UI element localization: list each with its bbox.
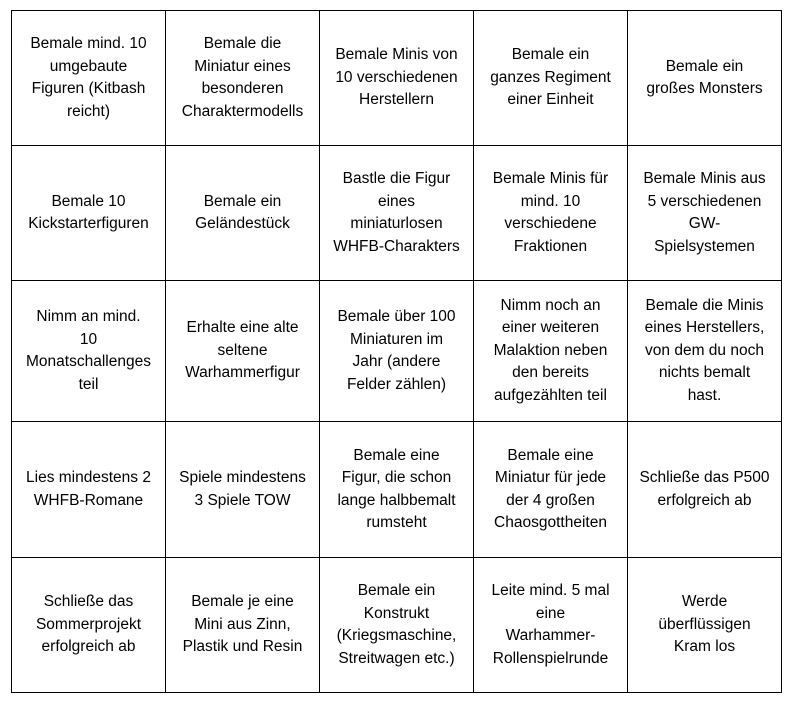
grid-cell-r4-c5 bbox=[628, 422, 782, 558]
grid-cell-r5-c2 bbox=[166, 558, 320, 693]
cell-line: Spiele mindestens bbox=[179, 469, 306, 486]
grid-cell-r5-c1 bbox=[12, 558, 166, 693]
cell-line: 5 verschiedenen bbox=[647, 192, 762, 210]
grid-row-3 bbox=[12, 281, 782, 422]
cell-line: Bemale eine bbox=[507, 446, 594, 464]
cell-line: Bemale mind. 10 bbox=[30, 35, 147, 52]
cell-line: GW- bbox=[688, 215, 721, 232]
grid-cell-r2-c4 bbox=[474, 146, 628, 281]
cell-line: Bemale die bbox=[203, 35, 282, 52]
grid-cell-r1-c3 bbox=[320, 11, 474, 146]
cell-line: nichts bemalt bbox=[658, 364, 751, 382]
cell-line: Bemale ein bbox=[203, 192, 282, 210]
cell-line: Schließe das P500 bbox=[639, 469, 770, 486]
cell-line: Streitwagen etc.) bbox=[338, 649, 455, 667]
cell-line: Bemale ein bbox=[511, 46, 590, 64]
cell-line: umgebaute bbox=[49, 57, 128, 75]
cell-line: Jahr (andere bbox=[352, 353, 441, 370]
cell-line: ganzes Regiment bbox=[490, 68, 611, 86]
cell-line: 10 verschiedenen bbox=[335, 68, 458, 86]
cell-line: Konstrukt bbox=[363, 604, 430, 622]
grid-cell-r2-c3 bbox=[320, 146, 474, 281]
cell-line: Bastle die Figur bbox=[342, 170, 451, 187]
cell-line: rumsteht bbox=[366, 514, 427, 531]
grid-cell-r2-c5 bbox=[628, 146, 782, 281]
grid-row-2 bbox=[12, 146, 782, 281]
cell-line: der 4 großen bbox=[506, 491, 595, 509]
cell-line: eines Herstellers, bbox=[644, 319, 765, 337]
cell-line: Miniatur eines bbox=[194, 57, 291, 75]
cell-line: von dem du noch bbox=[645, 341, 764, 359]
cell-line: Nimm noch an bbox=[500, 296, 601, 314]
cell-line: WHFB-Charakters bbox=[333, 237, 460, 255]
cell-line: Werde bbox=[681, 593, 728, 611]
cell-line: Bemale über 100 bbox=[337, 308, 456, 325]
cell-line: Miniatur für jede bbox=[494, 469, 607, 486]
cell-line: Warhammer- bbox=[505, 627, 596, 644]
cell-line: reicht) bbox=[66, 102, 111, 120]
cell-line: Plastik und Resin bbox=[182, 638, 303, 656]
grid-row-1 bbox=[12, 11, 782, 146]
cell-line: mind. 10 bbox=[520, 192, 581, 210]
grid-cell-r3-c3 bbox=[320, 281, 474, 422]
grid-cell-r3-c5 bbox=[628, 281, 782, 422]
cell-line: den bereits bbox=[512, 364, 589, 382]
cell-line: Mini aus Zinn, bbox=[194, 615, 291, 633]
cell-line: Bemale Minis von bbox=[335, 46, 458, 64]
cell-line: WHFB-Romane bbox=[33, 491, 144, 509]
cell-line: (Kriegsmaschine, bbox=[336, 627, 457, 644]
cell-line: Sommerprojekt bbox=[35, 615, 142, 633]
cell-line: Schließe das bbox=[43, 593, 134, 611]
cell-line: eine bbox=[535, 604, 566, 622]
cell-line: Bemale ein bbox=[357, 582, 436, 599]
cell-line: Figuren (Kitbash bbox=[31, 80, 146, 97]
cell-line: Spielsystemen bbox=[654, 237, 755, 255]
bingo-grid-body bbox=[12, 11, 782, 693]
cell-line: Erhalte eine alte bbox=[186, 319, 299, 337]
cell-line: besonderen bbox=[201, 80, 284, 97]
cell-line: erfolgreich ab bbox=[657, 491, 752, 509]
grid-cell-r2-c1 bbox=[12, 146, 166, 281]
cell-line: miniaturlosen bbox=[350, 215, 443, 232]
cell-line: Miniaturen im bbox=[349, 330, 444, 348]
cell-line: lange halbbemalt bbox=[337, 491, 456, 509]
cell-line: hast. bbox=[687, 386, 722, 404]
cell-line: Charaktermodells bbox=[181, 102, 304, 120]
grid-cell-r5-c4 bbox=[474, 558, 628, 693]
grid-cell-r1-c2 bbox=[166, 11, 320, 146]
cell-line: Bemale je eine bbox=[191, 593, 294, 611]
grid-cell-r3-c2 bbox=[166, 281, 320, 422]
bingo-grid bbox=[11, 10, 782, 693]
cell-line: seltene bbox=[217, 341, 268, 359]
cell-line: 10 bbox=[79, 330, 98, 348]
cell-line: Warhammerfigur bbox=[185, 364, 300, 382]
cell-line: Rollenspielrunde bbox=[492, 649, 609, 667]
grid-cell-r4-c3 bbox=[320, 422, 474, 558]
grid-cell-r3-c4 bbox=[474, 281, 628, 422]
cell-line: Bemale die Minis bbox=[645, 296, 764, 314]
cell-line: Lies mindestens 2 bbox=[26, 469, 151, 486]
cell-line: aufgezählten teil bbox=[494, 386, 607, 404]
cell-line: Figur, die schon bbox=[341, 469, 452, 486]
cell-line: Herstellern bbox=[359, 91, 434, 109]
grid-cell-r1-c4 bbox=[474, 11, 628, 146]
cell-line: erfolgreich ab bbox=[41, 638, 136, 656]
cell-line: Monatschallenges bbox=[26, 353, 151, 370]
cell-line: großes Monsters bbox=[646, 80, 763, 97]
grid-row-5 bbox=[12, 558, 782, 693]
grid-cell-r3-c1 bbox=[12, 281, 166, 422]
cell-line: eines bbox=[377, 192, 416, 210]
cell-line: Geländestück bbox=[195, 215, 290, 232]
cell-line: verschiedene bbox=[504, 215, 597, 232]
cell-line: 3 Spiele TOW bbox=[194, 491, 291, 509]
grid-cell-r1-c1 bbox=[12, 11, 166, 146]
cell-line: Bemale Minis für bbox=[492, 170, 609, 187]
cell-line: Chaosgottheiten bbox=[494, 514, 607, 531]
cell-line: Felder zählen) bbox=[346, 375, 447, 393]
cell-line: Bemale ein bbox=[665, 57, 744, 75]
grid-cell-r4-c1 bbox=[12, 422, 166, 558]
grid-cell-r5-c5 bbox=[628, 558, 782, 693]
cell-line: Bemale Minis aus bbox=[643, 170, 766, 187]
cell-line: einer weiteren bbox=[501, 319, 600, 337]
cell-line: Kram los bbox=[673, 638, 736, 656]
cell-line: Malaktion neben bbox=[493, 341, 608, 359]
cell-line: Bemale 10 bbox=[51, 192, 126, 210]
cell-line: überflüssigen bbox=[658, 615, 751, 633]
cell-line: Bemale eine bbox=[353, 446, 440, 464]
cell-line: Kickstarterfiguren bbox=[28, 215, 149, 232]
grid-cell-r1-c5 bbox=[628, 11, 782, 146]
cell-line: teil bbox=[78, 375, 99, 393]
cell-line: Fraktionen bbox=[513, 237, 588, 255]
grid-cell-r4-c4 bbox=[474, 422, 628, 558]
cell-line: Leite mind. 5 mal bbox=[491, 582, 610, 599]
grid-row-4 bbox=[12, 422, 782, 558]
grid-cell-r2-c2 bbox=[166, 146, 320, 281]
grid-cell-r5-c3 bbox=[320, 558, 474, 693]
grid-cell-r4-c2 bbox=[166, 422, 320, 558]
cell-line: Nimm an mind. bbox=[36, 308, 141, 325]
cell-line: einer Einheit bbox=[507, 91, 594, 109]
